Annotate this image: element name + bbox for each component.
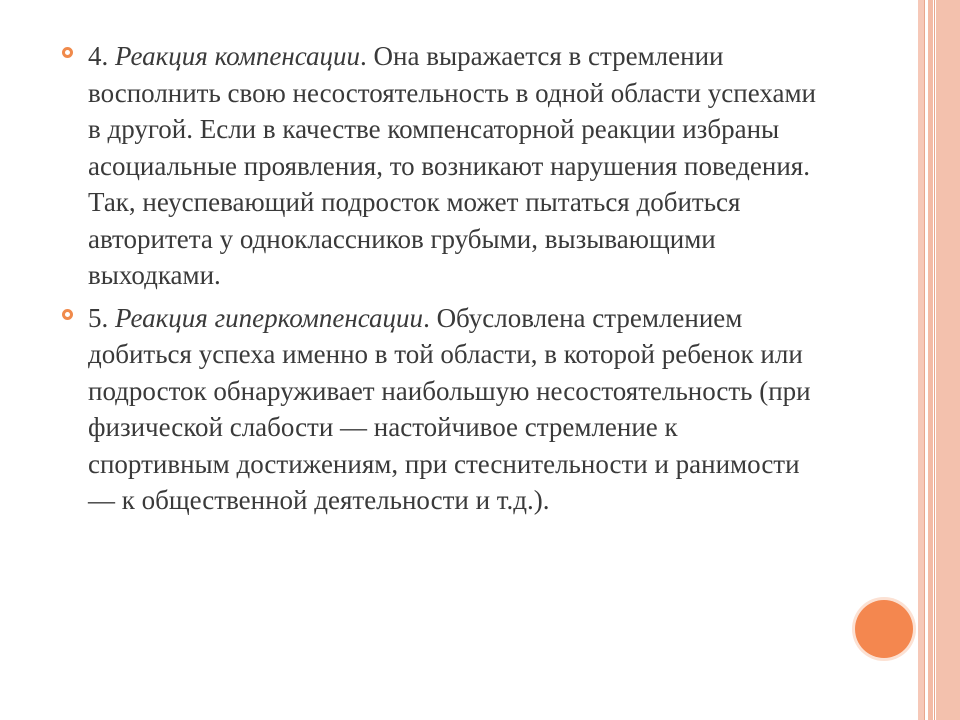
bullet-number: 5. bbox=[88, 302, 115, 333]
ring-bullet-icon bbox=[62, 309, 73, 320]
ring-bullet-icon bbox=[62, 47, 73, 58]
orange-circle-icon bbox=[855, 600, 913, 658]
bullet-term: Реакция компенсации bbox=[115, 41, 361, 71]
slide-body bbox=[62, 38, 822, 525]
bullet-item bbox=[62, 300, 822, 519]
decor-stripe bbox=[936, 0, 960, 720]
bullet-text: . Она выражается в стремлении восполнить свою несостоятельность в одной области успехами в другой. Если в качестве компенсаторной реакции избраны асоциальные проявления, то возникают нарушения поведения. Так, неуспевающий подросток может пытаться добиться авторитета у одноклассников грубыми, вызывающими выходками. bbox=[88, 41, 816, 290]
bullet-item bbox=[62, 38, 822, 294]
decor-stripe bbox=[928, 0, 933, 720]
bullet-number: 4. bbox=[88, 41, 115, 71]
bullet-term: Реакция гиперкомпенсации bbox=[115, 302, 424, 333]
decor-stripe-line bbox=[924, 0, 925, 720]
decor-stripe-line bbox=[934, 0, 935, 720]
bullet-text: . Обусловлена стремлением добиться успеха именно в той области, в которой ребенок или подросток обнаруживает наибольшую несостоятельность (при физической слабости — настойчивое стремление к спортивным достижениям, при стеснительности и ранимости — к общественной деятельности и т.д.). bbox=[88, 302, 811, 515]
